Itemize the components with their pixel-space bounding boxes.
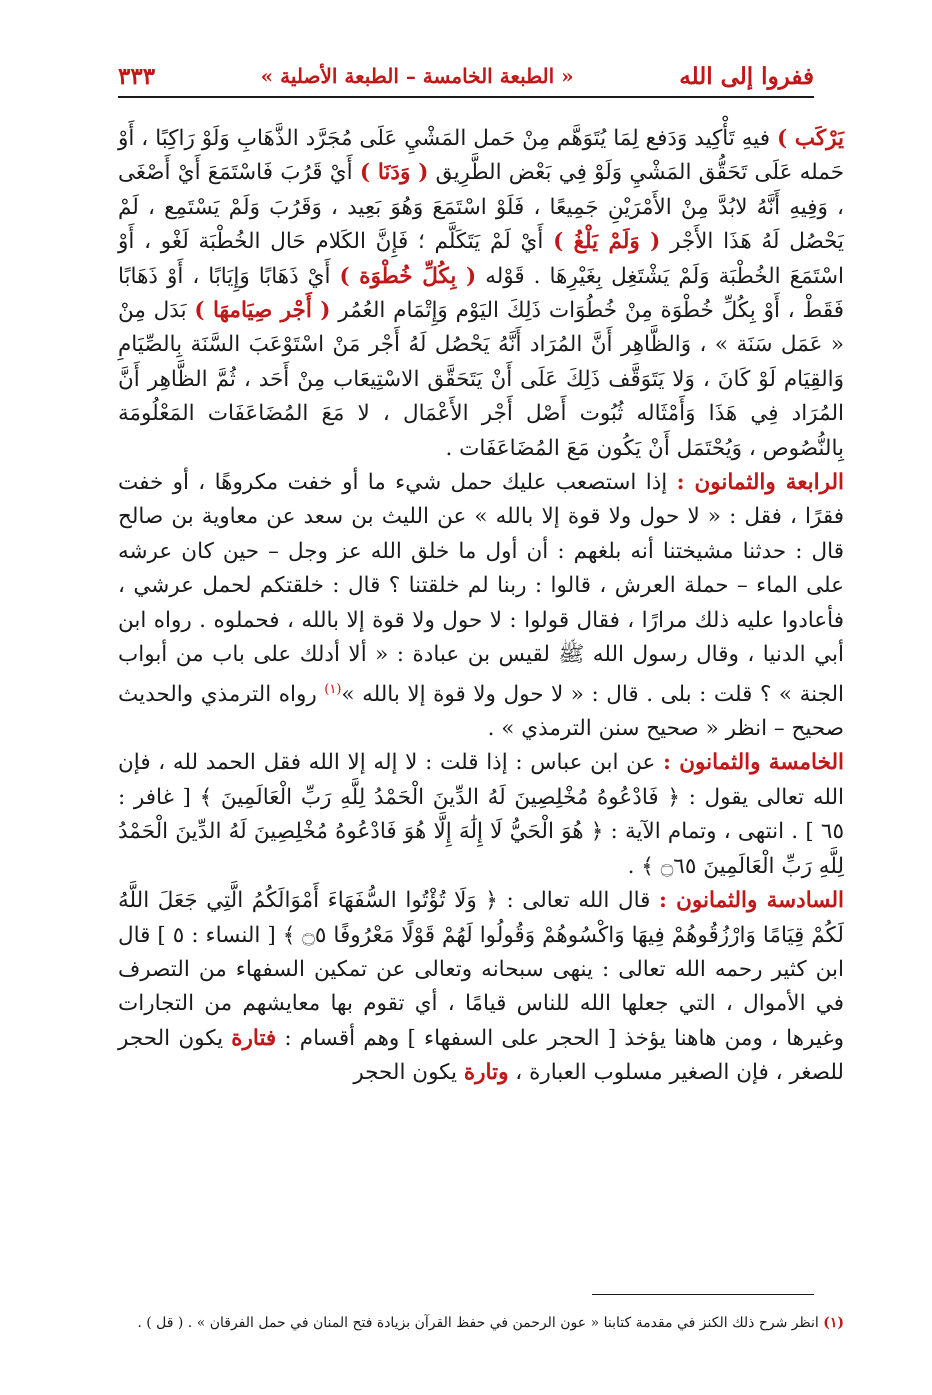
footnote-marker: (١): [823, 1315, 844, 1331]
text-segment: بَدَل مِنْ « عَمَل سَنَة » ، وَالظَّاهِر أَنَّ المُرَاد أَنَّهُ يَحْصُل لَهُ أَجْر مَنْ اسْتَوْعَبَ السَّنَة بِالصِّيَامِ وَالقِيَام لَوْ كَانَ ، وَلا يَتَوَقَّف ذَلِكَ عَلَى أَنْ يَتَحَقَّق الاسْتِيعَاب مِنْ أَحَد ، ثُمَّ الظَّاهِر أَنَّ المُرَاد فِي هَذَا وَأَمْثَاله ثُبُوت أَصْل أَجْر الأَعْمَال ، لا مَعَ المُضَاعَفَات المَعْلُومَة بِالنُّصُوص ، وَيُحْتَمَل أَنْ يَكُون مَعَ المُضَاعَفَات .: [118, 298, 844, 461]
text-segment: إذا استصعب عليك حمل شيء ما أو خفت مكروهًا ، أو خفت فقرًا ، فقل : « لا حول ولا قوة إلا بالله » عن الليث بن سعد عن معاوية بن صالح قال : حدثنا مشيختنا أنه بلغهم : أن أول ما خلق الله عز وجل – حين كان عرشه على الماء – حملة العرش ، قالوا : ربنا لم خلقتنا ؟ قال : خلقتكم لحمل عرشي ، فأعادوا عليه ذلك مرارًا ، فقال قولوا : لا حول ولا قوة إلا بالله ، فحملوه . رواه ابن أبي الدنيا ، وقال رسول الله ﷺ لقيس بن عبادة : « ألا أدلك على باب من أبواب الجنة » ؟ قلت : بلى . قال : « لا حول ولا قوة إلا بالله »: [118, 470, 844, 707]
highlighted-term: وتارة: [463, 1060, 509, 1086]
footnote-reference: (١): [324, 681, 342, 697]
highlighted-term: ( بِكُلِّ خُطْوَة ): [339, 263, 477, 289]
highlighted-term: ( وَدَنَا ): [359, 160, 429, 186]
text-segment: رواه الترمذي والحديث صحيح – انظر « صحيح سنن الترمذي » .: [118, 681, 844, 742]
text-segment: أَيْ قَرُبَ فَاسْتَمَعَ أَيْ أَصْغَى ، وَفِيهِ أَنَّهُ لابُدَّ مِنْ الأَمْرَيْنِ جَمِيعًا ، فَلَوْ اسْتَمَعَ وَهُوَ بَعِيد ، وَقَرُبَ وَلَمْ يَسْتَمِع ، لَمْ يَحْصُل لَهُ هَذَا الأَجْر: [118, 160, 844, 255]
page-number: ٣٣٣: [118, 62, 156, 90]
book-title: ففروا إلى الله: [679, 62, 814, 90]
running-header: [118, 58, 814, 94]
text-segment: عن ابن عباس : إذا قلت : لا إله إلا الله فقل الحمد لله ، فإن الله تعالى يقول : ﴿ فَادْعُوهُ مُخْلِصِينَ لَهُ الدِّينَ الْحَمْدُ لِلَّهِ رَبِّ الْعَالَمِينَ ﴾ [ غافر : ٦٥ ] . انتهى ، وتمام الآية : ﴿ هُوَ الْحَيُّ لَا إِلَٰهَ إِلَّا هُوَ فَادْعُوهُ مُخْلِصِينَ لَهُ الدِّينَ الْحَمْدُ لِلَّهِ رَبِّ الْعَالَمِينَ ۝٦٥ ﴾ .: [118, 750, 844, 879]
text-segment: أَيْ ذَهَابًا وَإِيَابًا ، أَوْ ذَهَابًا فَقَطْ ، أَوْ بِكُلِّ خُطْوَة مِنْ خُطُوَات ذَلِكَ اليَوْم وَإِتْمَام العُمُر: [118, 263, 844, 324]
text-segment: يكون الحجر للصغر ، فإن الصغير مسلوب العبارة ،: [118, 1025, 844, 1086]
paragraph-hadith-commentary: [118, 122, 844, 466]
highlighted-term: يَرْكَب ): [777, 126, 844, 151]
footnote-text: انظر شرح ذلك الكنز في مقدمة كتابنا « عون الرحمن في حفظ القرآن بزيادة فتح المنان في حمل الفرقان » . ( قل ) .: [137, 1315, 824, 1331]
text-segment: فيهِ تَأْكِيد وَدَفع لِمَا يُتَوَهَّم مِنْ حَمل المَشْيِ عَلَى مُجَرَّد الذَّهَابِ وَلَوْ رَاكِبًا ، أَوْ حَمله عَلَى تَحَقُّق المَشْيِ وَلَوْ فِي بَعْض الطَّرِيق: [118, 126, 845, 186]
section-label: الرابعة والثمانون :: [676, 470, 844, 496]
paragraph-86: [118, 884, 844, 1090]
highlighted-term: ( وَلَمْ يَلْغُ ): [553, 229, 661, 255]
footnote: [118, 1312, 844, 1334]
text-segment: أَيْ لَمْ يَتَكَلَّم ؛ فَإِنَّ الكَلام حَال الخُطْبَة لَغْو ، أَوْ اسْتَمَعَ الخُطْبَة وَلَمْ يَشْتَغِل بِغَيْرِهَا . قَوْله: [118, 229, 844, 289]
text-segment: يكون الحجر: [353, 1060, 464, 1086]
highlighted-term: ( أَجْر صِيَامهَا ): [194, 298, 331, 324]
header-divider: [118, 96, 814, 98]
edition-label: « الطبعة الخامسة – الطبعة الأصلية »: [260, 64, 574, 88]
paragraph-84: [118, 466, 844, 746]
footnote-divider: [592, 1294, 814, 1295]
highlighted-term: فتارة: [231, 1025, 277, 1051]
section-label: الخامسة والثمانون :: [662, 750, 844, 776]
main-text: [118, 122, 844, 1091]
text-segment: قال الله تعالى : ﴿ وَلَا تُؤْتُوا السُّفَهَاءَ أَمْوَالَكُمُ الَّتِي جَعَلَ اللَّهُ لَكُمْ قِيَامًا وَارْزُقُوهُمْ فِيهَا وَاكْسُوهُمْ وَقُولُوا لَهُمْ قَوْلًا مَعْرُوفًا ۝٥ ﴾ [ النساء : ٥ ] قال ابن كثير رحمه الله تعالى : ينهى سبحانه وتعالى عن تمكين السفهاء من التصرف في الأموال ، التي جعلها الله للناس قيامًا ، أي تقوم بها معايشهم من التجارات وغيرها ، ومن هاهنا يؤخذ [ الحجر على السفهاء ] وهم أقسام :: [118, 888, 844, 1051]
paragraph-85: [118, 746, 844, 884]
section-label: السادسة والثمانون :: [658, 888, 844, 914]
